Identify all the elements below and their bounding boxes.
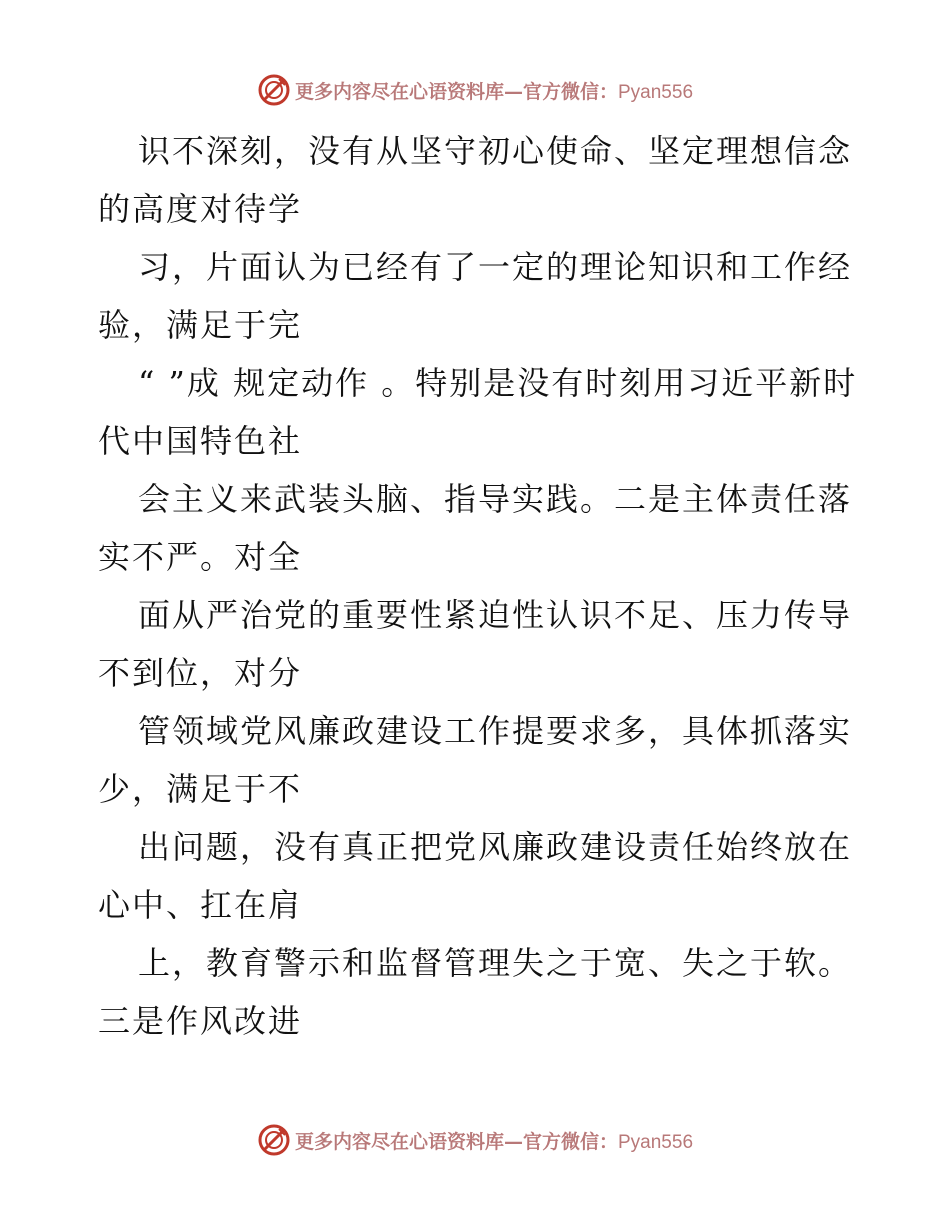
header-banner	[0, 70, 950, 110]
paragraph-line: 出问题，没有真正把党风廉政建设责任始终放在心中、扛在肩	[98, 828, 853, 924]
wechat-id: Pyan556	[618, 81, 694, 103]
paragraph-line: “ ”成 规定动作 。特别是没有时刻用习近平新时代中国特色社	[98, 364, 858, 460]
logo-icon	[257, 73, 291, 107]
paragraph-line: 管领域党风廉政建设工作提要求多，具体抓落实少，满足于不	[98, 712, 853, 808]
paragraph-line: 上，教育警示和监督管理失之于宽、失之于软。三是作风改进	[98, 944, 853, 1040]
wechat-id: Pyan556	[618, 1131, 694, 1153]
paragraph-line: 面从严治党的重要性紧迫性认识不足、压力传导不到位，对分	[98, 596, 853, 692]
paragraph-line: 会主义来武装头脑、指导实践。二是主体责任落实不严。对全	[98, 480, 853, 576]
logo-icon	[257, 1123, 291, 1157]
paragraph-line: 习，片面认为已经有了一定的理论知识和工作经验，满足于完	[98, 248, 853, 344]
paragraph-line: 识不深刻，没有从坚守初心使命、坚定理想信念的高度对待学	[98, 132, 853, 228]
banner-text: 更多内容尽在心语资料库—官方微信：Pyan556	[294, 80, 694, 103]
banner-text: 更多内容尽在心语资料库—官方微信：Pyan556	[294, 1130, 694, 1153]
document-body	[98, 122, 858, 1050]
footer-banner	[0, 1120, 950, 1160]
